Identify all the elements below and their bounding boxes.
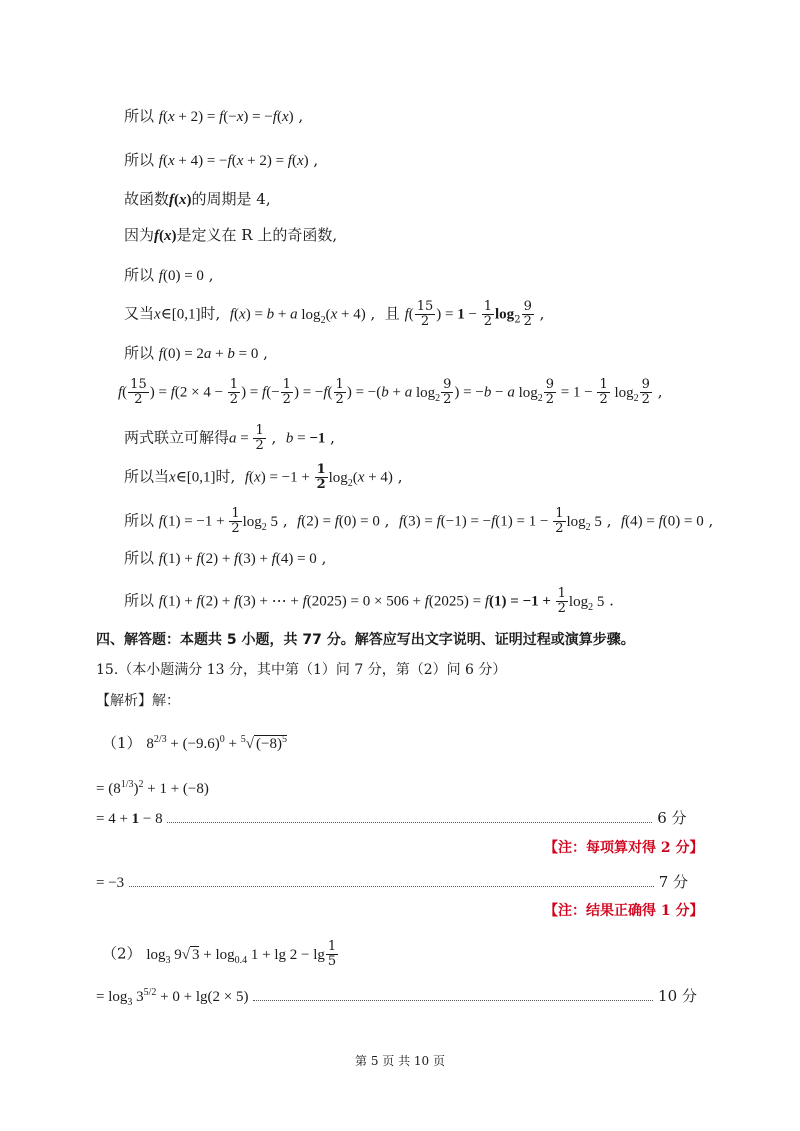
line-fx2: 所以 f(x + 2) = f(−x) = −f(x) , [124, 107, 304, 125]
text-qie: 且 [384, 304, 400, 323]
text-suoyi: 所以 [124, 591, 155, 610]
text-suoyi: 所以 [124, 266, 155, 284]
line-when: 又当x∈[0,1]时, f(x) = b + a $\log_2(x + 4)$ , 且 f( $\frac{15}{2}$ ) = 1 − $\frac{1}{2}$ $\log_2$ $\frac{9}{2}$ , [124, 299, 545, 329]
text-gu: 故函数 [124, 190, 170, 208]
part1-expr: （1） $8^{2/3} + (-9.6)^0 + ^5√$ $(-8)^5$ [102, 734, 287, 752]
line-solve: 两式联立可解得a = $\frac{1}{2}$ , b = −1 , [124, 423, 335, 453]
score-6: 6 分 [657, 809, 687, 827]
text-suoyi: 所以 [124, 344, 155, 362]
line-f0: 所以 f(0) = 0 , [124, 266, 214, 284]
note-result: 【注：结果正确得 1 分】 [544, 903, 704, 919]
line-sum4: 所以 f(1) + f(2) + f(3) + f(4) = 0 , [124, 549, 327, 567]
score-10: 10 分 [658, 987, 697, 1005]
jiexi-label: 【解析】解： [96, 693, 180, 709]
part2-expr: （2） $\log_3 9√$ $3 + \log_{0.4} 1 + \lg 2 - \lg$ $\frac{1}{5}$ [102, 939, 337, 969]
section4-title: 四、解答题：本题共 5 小题，共 77 分。解答应写出文字说明、证明过程或演算步骤。 [96, 632, 635, 648]
line-period: 故函数f(x)的周期是 4, [124, 190, 271, 208]
text-youdang: 又当 [124, 304, 155, 323]
part2-step1: = $\log_3 3^{5/2} + 0 + \lg(2 \times 5)$ 10 分 [96, 987, 697, 1008]
text-shi: 时, [200, 304, 221, 323]
note-each-item: 【注：每项算对得 2 分】 [544, 840, 704, 856]
part1-step3: = −3 7 分 [96, 873, 689, 891]
text-suoyi: 所以 [124, 511, 155, 530]
line-values: 所以 f(1) = −1 + $\frac{1}{2}$ $\log_2 5$ , f(2) = f(0) = 0 , f(3) = f(−1) = −f(1) = 1 − $\frac{1}{2}$ $\log_2 5$ , f(4) = f(0) = 0 , [124, 506, 714, 536]
line-fx4: 所以 f(x + 4) = −f(x + 2) = f(x) , [124, 151, 319, 169]
part1-step1: = $(8^{1/3})^2 + 1 + (-8)$ [96, 779, 209, 797]
text-period-suffix: 的周期是 4, [191, 190, 271, 208]
q15-header: 15.（本小题满分 13 分，其中第（1）问 7 分，第（2）问 6 分） [96, 662, 507, 678]
text-suoyi: 所以 [124, 549, 155, 567]
text-shi: 时, [215, 467, 236, 486]
text-yinwei: 因为 [124, 226, 155, 244]
text-suoyi: 所以 [124, 151, 155, 169]
text-suoyi: 所以 [124, 107, 155, 125]
line-odd: 因为f(x)是定义在 R 上的奇函数, [124, 226, 338, 244]
line-fx-expr: 所以当x∈[0,1]时, f(x) = −1 + $\frac{1}{2}$ $\log_2(x + 4)$ , [124, 462, 403, 492]
part1-label: （1） [102, 734, 142, 752]
line-f0-eq: 所以 f(0) = 2a + b = 0 , [124, 344, 268, 362]
part2-label: （2） [102, 944, 142, 963]
score-7: 7 分 [658, 873, 689, 891]
text-odd-suffix: 是定义在 R 上的奇函数, [176, 226, 338, 244]
text-suoyidang: 所以当 [124, 467, 170, 486]
text-solve: 两式联立可解得 [124, 428, 230, 447]
line-f15-chain: f( $\frac{15}{2}$ ) = f(2 × 4 − $\frac{1}{2}$ ) = f(− $\frac{1}{2}$ ) = −f( $\frac{1}{2}$ ) = −(b + a $\log_2$ $\frac{9}{2}$ ) = −b − a $\log_2$ $\frac{9}{2}$ = 1 − $\frac{1}{2}$ $\log_2$ $\frac{9}{2}$ , [118, 377, 663, 407]
page-footer: 第 5 页 共 10 页 [355, 1054, 445, 1068]
part1-step2: = 4 + 1 − 8 6 分 [96, 809, 687, 827]
line-sum2025: 所以 f(1) + f(2) + f(3) + ⋯ + f(2025) = 0 × 506 + f(2025) = f(1) = −1 + $\frac{1}{2}$ $\log_2 5$ . [124, 586, 614, 616]
